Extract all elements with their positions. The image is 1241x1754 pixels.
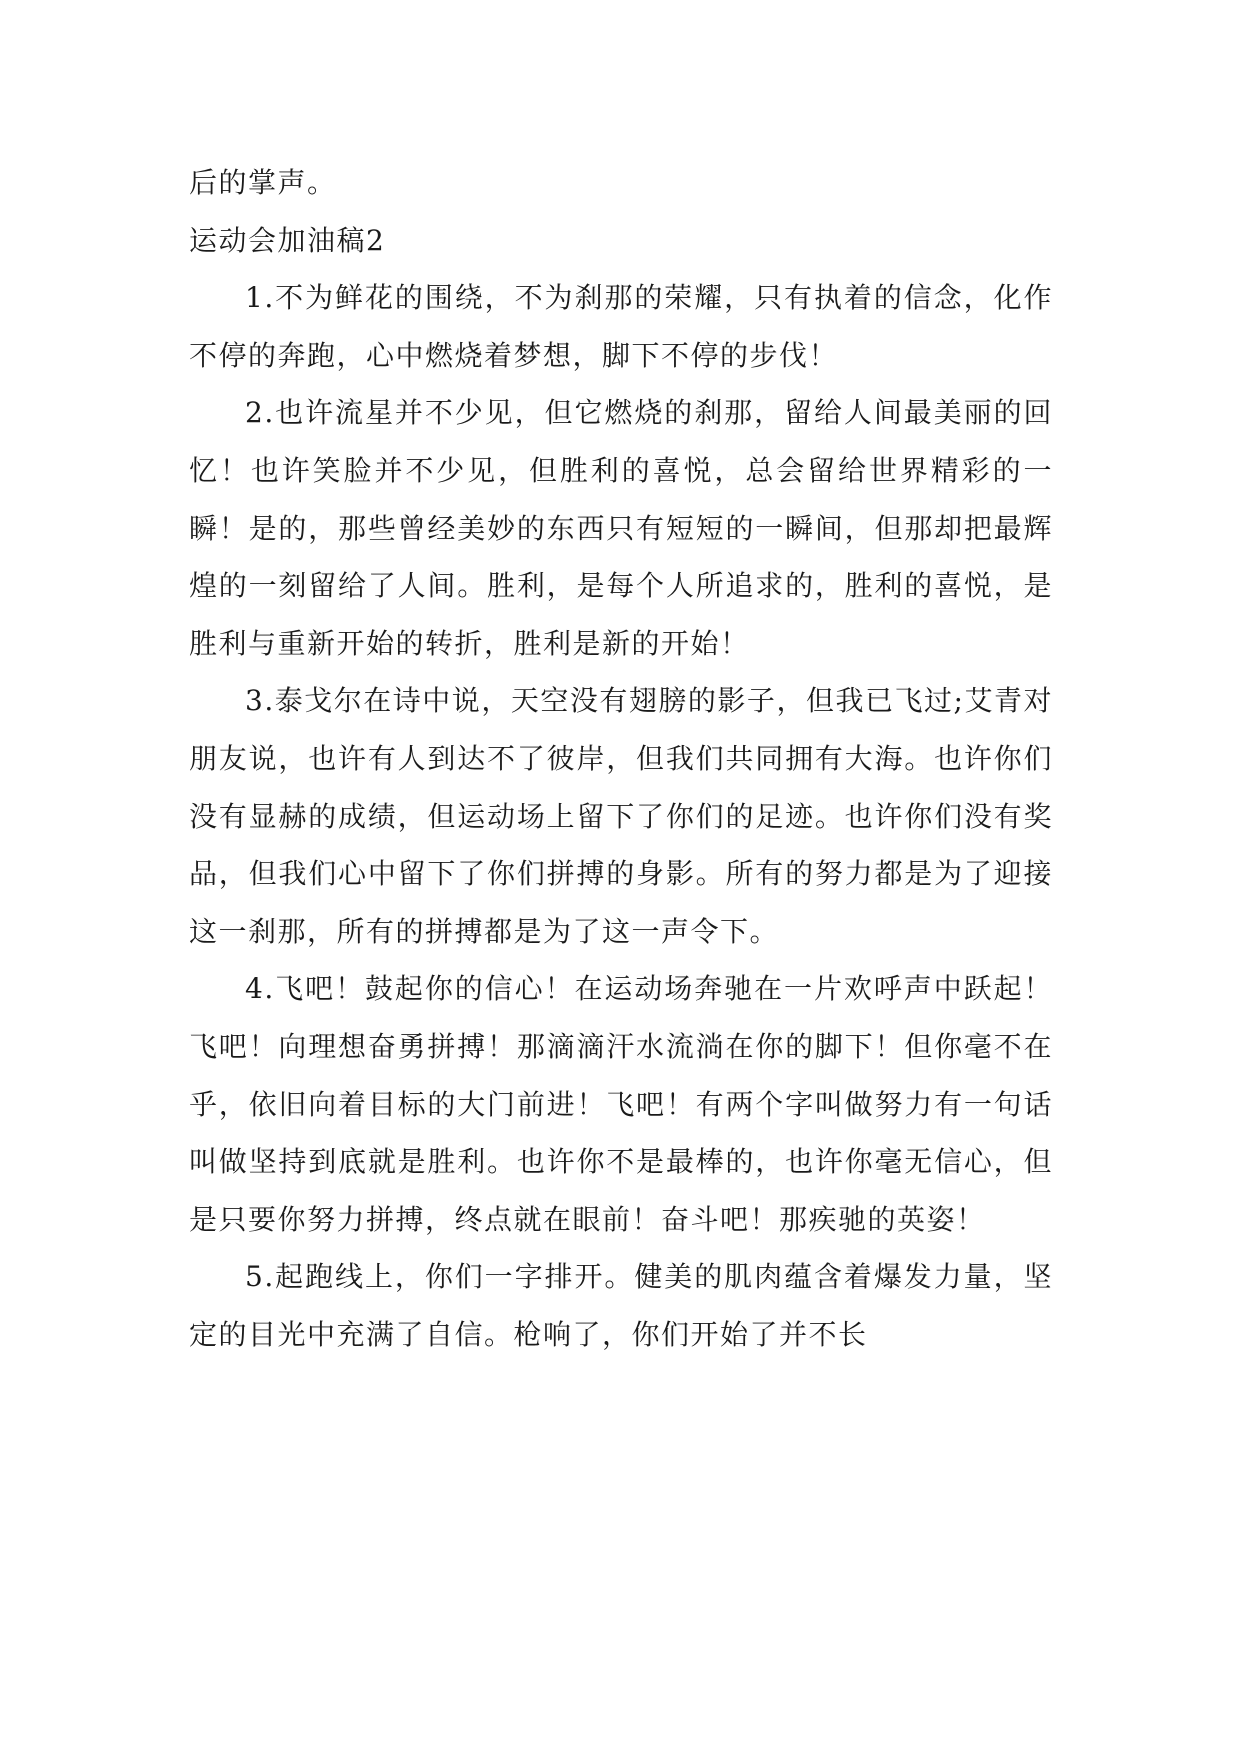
section-heading: 运动会加油稿2 [189,223,386,257]
paragraph-2: 2.也许流星并不少见，但它燃烧的刹那，留给人间最美丽的回忆！也许笑脸并不少见，但胜利的喜悦，总会留给世界精彩的一瞬！是的，那些曾经美妙的东西只有短短的一瞬间，但那却把最辉煌的一刻留给了人间。胜利，是每个人所追求的，胜利的喜悦，是胜利与重新开始的转折，胜利是新的开始！ [189,396,1053,660]
paragraph-3: 3.泰戈尔在诗中说，天空没有翅膀的影子，但我已飞过;艾青对朋友说，也许有人到达不了彼岸，但我们共同拥有大海。也许你们没有显赫的成绩，但运动场上留下了你们的足迹。也许你们没有奖品，但我们心中留下了你们拼搏的身影。所有的努力都是为了迎接这一刹那，所有的拼搏都是为了这一声令下。 [189,684,1053,948]
carryover-text: 后的掌声。 [189,166,337,199]
document-body [189,154,1053,1363]
paragraph-5: 5.起跑线上，你们一字排开。健美的肌肉蕴含着爆发力量，坚定的目光中充满了自信。枪响了，你们开始了并不长 [189,1260,1053,1351]
paragraph-1: 1.不为鲜花的围绕，不为刹那的荣耀，只有执着的信念，化作不停的奔跑，心中燃烧着梦想，脚下不停的步伐！ [189,281,1053,372]
paragraph-4: 4.飞吧！鼓起你的信心！在运动场奔驰在一片欢呼声中跃起！飞吧！向理想奋勇拼搏！那滴滴汗水流淌在你的脚下！但你毫不在乎，依旧向着目标的大门前进！飞吧！有两个字叫做努力有一句话叫做坚持到底就是胜利。也许你不是最棒的，也许你毫无信心，但是只要你努力拼搏，终点就在眼前！奋斗吧！那疾驰的英姿！ [189,972,1053,1236]
